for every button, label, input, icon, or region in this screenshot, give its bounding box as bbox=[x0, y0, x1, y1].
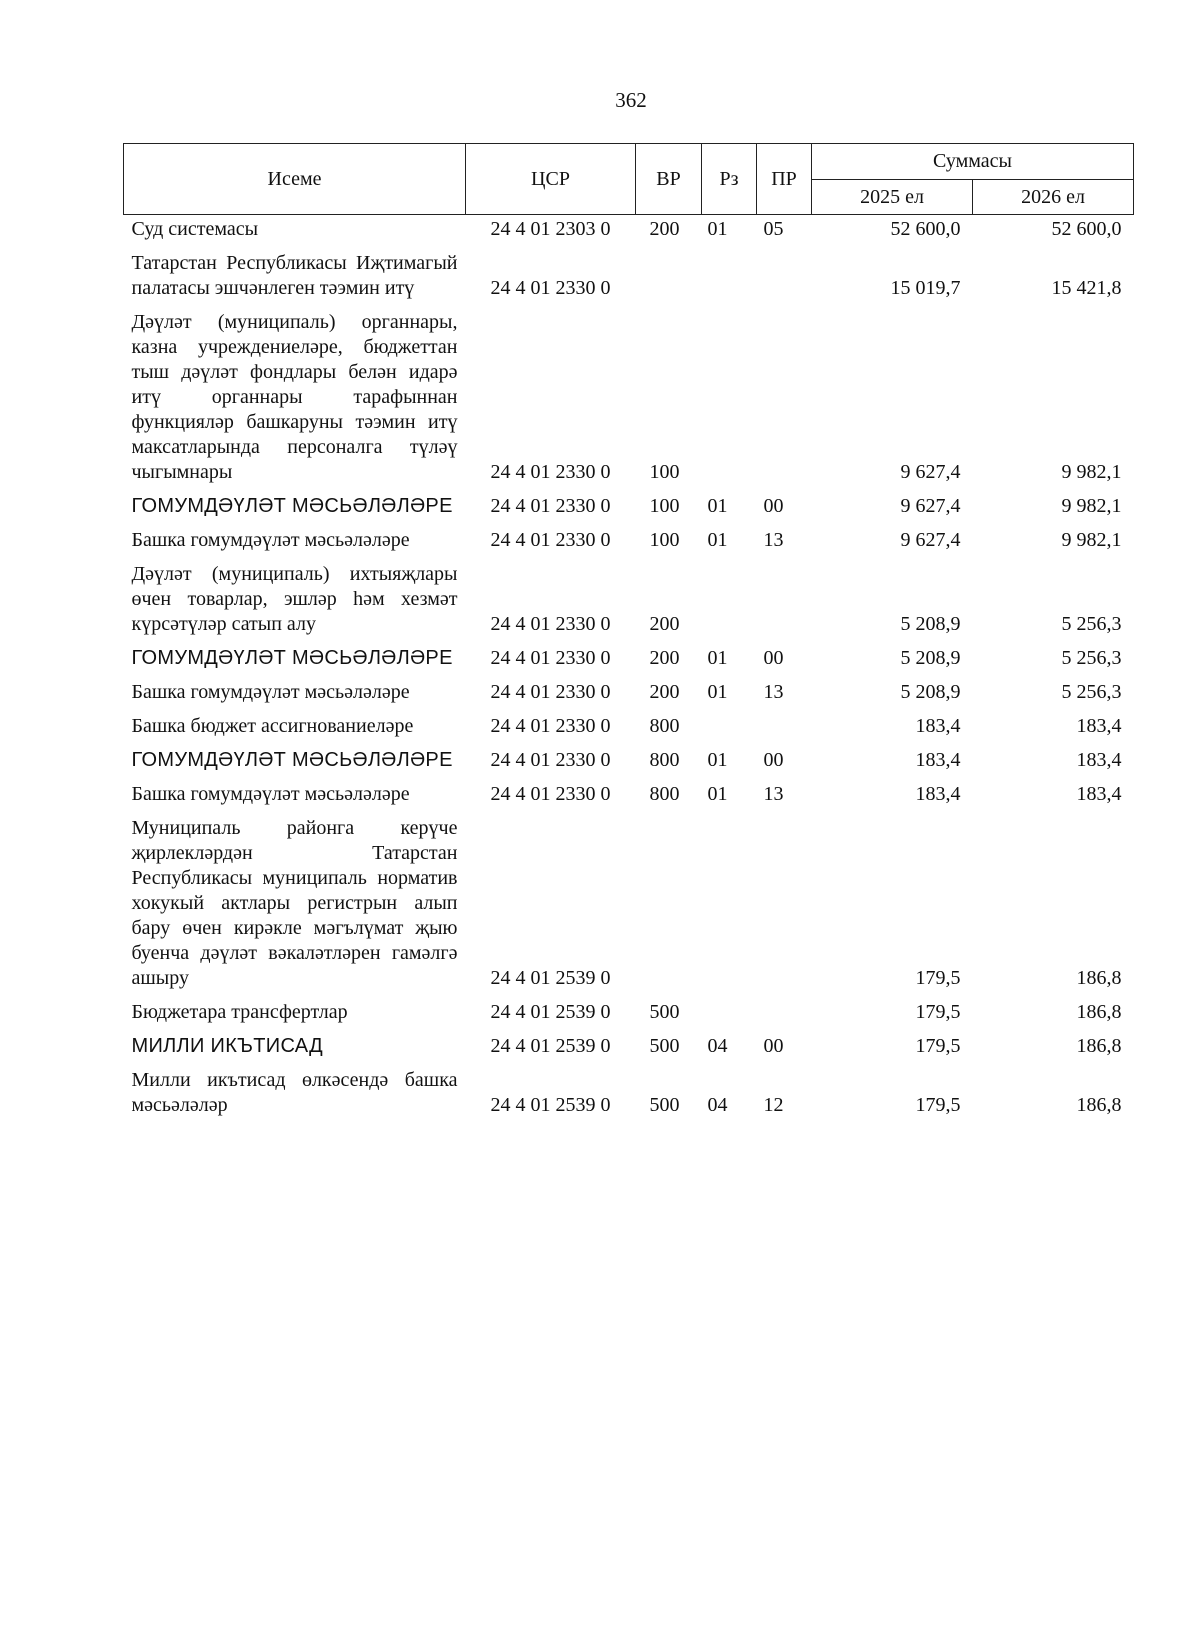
row-csr: 24 4 01 2330 0 bbox=[490, 529, 611, 551]
row-csr: 24 4 01 2330 0 bbox=[490, 461, 611, 483]
row-name: Башка гомумдәүләт мәсьәләләре bbox=[131, 681, 410, 703]
table-row bbox=[124, 705, 1134, 739]
row-vr: 800 bbox=[649, 749, 680, 771]
row-amount-2026: 9 982,1 bbox=[1061, 495, 1122, 517]
row-amount-2025: 5 208,9 bbox=[900, 681, 961, 703]
row-name: ГОМУМДӘҮЛӘТ МӘСЬӘЛӘЛӘРЕ bbox=[131, 647, 453, 669]
row-pr: 00 bbox=[763, 495, 784, 517]
table-row bbox=[124, 739, 1134, 773]
row-name: Дәүләт (муниципаль) органнары, казна учреждениеләре, бюджеттан тыш дәүләт фондлары белән идарә итү органнары тарафыннан функцияләр башкаруны тәэмин итү максатларында персоналга түләү чыгымнары bbox=[131, 311, 458, 483]
row-amount-2026: 186,8 bbox=[1076, 1035, 1122, 1057]
row-csr: 24 4 01 2539 0 bbox=[490, 1094, 611, 1116]
row-vr: 800 bbox=[649, 715, 680, 737]
row-name: Башка гомумдәүләт мәсьәләләре bbox=[131, 529, 410, 551]
header-name: Исеме bbox=[124, 144, 466, 215]
row-pr bbox=[757, 553, 812, 637]
row-name: Суд системасы bbox=[131, 218, 259, 240]
row-pr: 13 bbox=[763, 783, 784, 805]
row-rz bbox=[702, 991, 757, 1025]
row-amount-2025: 9 627,4 bbox=[900, 461, 961, 483]
table-row bbox=[124, 773, 1134, 807]
row-csr: 24 4 01 2303 0 bbox=[490, 218, 611, 240]
row-amount-2025: 179,5 bbox=[915, 1094, 961, 1116]
table-row bbox=[124, 301, 1134, 485]
row-amount-2026: 9 982,1 bbox=[1061, 461, 1122, 483]
row-rz bbox=[702, 301, 757, 485]
row-name: МИЛЛИ ИКЪТИСАД bbox=[131, 1035, 323, 1057]
row-name: ГОМУМДӘҮЛӘТ МӘСЬӘЛӘЛӘРЕ bbox=[131, 749, 453, 771]
row-name: Башка гомумдәүләт мәсьәләләре bbox=[131, 783, 410, 805]
row-vr: 200 bbox=[649, 218, 680, 240]
row-amount-2026: 5 256,3 bbox=[1061, 613, 1122, 635]
row-amount-2026: 5 256,3 bbox=[1061, 681, 1122, 703]
row-amount-2025: 183,4 bbox=[915, 749, 961, 771]
row-csr: 24 4 01 2330 0 bbox=[490, 613, 611, 635]
table-row bbox=[124, 553, 1134, 637]
row-pr: 00 bbox=[763, 749, 784, 771]
row-csr: 24 4 01 2330 0 bbox=[490, 277, 611, 299]
row-vr bbox=[636, 242, 702, 301]
row-vr: 500 bbox=[649, 1035, 680, 1057]
header-year-2025: 2025 ел bbox=[812, 180, 973, 215]
row-csr: 24 4 01 2539 0 bbox=[490, 1001, 611, 1023]
table-row bbox=[124, 215, 1134, 243]
row-vr: 100 bbox=[649, 495, 680, 517]
row-amount-2026: 186,8 bbox=[1076, 1001, 1122, 1023]
header-pr: ПР bbox=[757, 144, 812, 215]
row-rz: 01 bbox=[707, 218, 728, 240]
row-amount-2025: 5 208,9 bbox=[900, 613, 961, 635]
table-row bbox=[124, 1059, 1134, 1118]
row-csr: 24 4 01 2330 0 bbox=[490, 495, 611, 517]
row-amount-2025: 179,5 bbox=[915, 967, 961, 989]
header-year-2026: 2026 ел bbox=[973, 180, 1134, 215]
row-csr: 24 4 01 2330 0 bbox=[490, 647, 611, 669]
row-amount-2026: 186,8 bbox=[1076, 967, 1122, 989]
header-rz: Рз bbox=[702, 144, 757, 215]
row-amount-2026: 15 421,8 bbox=[1051, 277, 1122, 299]
row-pr: 13 bbox=[763, 681, 784, 703]
row-name: Татарстан Республикасы Иҗтимагый палатасы эшчәнлеген тәэмин итү bbox=[131, 252, 458, 299]
row-name: ГОМУМДӘҮЛӘТ МӘСЬӘЛӘЛӘРЕ bbox=[131, 495, 453, 517]
row-rz: 01 bbox=[707, 495, 728, 517]
row-name: Башка бюджет ассигнованиеләре bbox=[131, 715, 414, 737]
table-row bbox=[124, 242, 1134, 301]
row-csr: 24 4 01 2330 0 bbox=[490, 783, 611, 805]
row-rz: 01 bbox=[707, 783, 728, 805]
row-pr bbox=[757, 705, 812, 739]
row-pr bbox=[757, 807, 812, 991]
row-pr bbox=[757, 242, 812, 301]
row-vr bbox=[636, 807, 702, 991]
row-vr: 500 bbox=[649, 1001, 680, 1023]
row-amount-2025: 179,5 bbox=[915, 1001, 961, 1023]
row-amount-2025: 52 600,0 bbox=[890, 218, 961, 240]
table-body bbox=[124, 215, 1134, 1119]
row-name: Милли икътисад өлкәсендә башка мәсьәләләр bbox=[131, 1069, 458, 1116]
row-pr: 13 bbox=[763, 529, 784, 551]
row-name: Муниципаль районга керүче җирлекләрдән Татарстан Республикасы муниципаль норматив хокукый актлары регистрын алып бару өчен кирәкле мәгълүмат җыю буенча дәүләт вәкаләтләрен гамәлгә ашыру bbox=[131, 817, 458, 989]
row-amount-2025: 9 627,4 bbox=[900, 495, 961, 517]
row-rz: 01 bbox=[707, 647, 728, 669]
row-csr: 24 4 01 2330 0 bbox=[490, 749, 611, 771]
row-rz: 04 bbox=[707, 1035, 728, 1057]
table-row bbox=[124, 671, 1134, 705]
header-sums: Суммасы bbox=[812, 144, 1134, 180]
row-name: Бюджетара трансфертлар bbox=[131, 1001, 348, 1023]
row-pr: 00 bbox=[763, 647, 784, 669]
row-amount-2026: 183,4 bbox=[1076, 749, 1122, 771]
row-rz bbox=[702, 242, 757, 301]
row-rz bbox=[702, 807, 757, 991]
row-amount-2025: 183,4 bbox=[915, 715, 961, 737]
row-pr: 12 bbox=[763, 1094, 784, 1116]
row-name: Дәүләт (муниципаль) ихтыяҗлары өчен товарлар, эшләр һәм хезмәт күрсәтүләр сатып алу bbox=[131, 563, 458, 635]
row-rz: 01 bbox=[707, 681, 728, 703]
page-number: 362 bbox=[615, 88, 647, 112]
row-amount-2025: 183,4 bbox=[915, 783, 961, 805]
row-amount-2025: 15 019,7 bbox=[890, 277, 961, 299]
table-row bbox=[124, 485, 1134, 519]
row-amount-2026: 5 256,3 bbox=[1061, 647, 1122, 669]
table-header bbox=[124, 144, 1134, 215]
row-pr: 00 bbox=[763, 1035, 784, 1057]
row-rz bbox=[702, 705, 757, 739]
row-vr: 100 bbox=[649, 461, 680, 483]
row-pr bbox=[757, 301, 812, 485]
table-row bbox=[124, 1025, 1134, 1059]
row-amount-2025: 179,5 bbox=[915, 1035, 961, 1057]
row-vr: 200 bbox=[649, 613, 680, 635]
row-amount-2025: 5 208,9 bbox=[900, 647, 961, 669]
budget-table bbox=[123, 143, 1134, 1118]
row-rz bbox=[702, 553, 757, 637]
table-row bbox=[124, 991, 1134, 1025]
row-amount-2026: 183,4 bbox=[1076, 783, 1122, 805]
row-vr: 100 bbox=[649, 529, 680, 551]
row-amount-2026: 9 982,1 bbox=[1061, 529, 1122, 551]
row-amount-2026: 52 600,0 bbox=[1051, 218, 1122, 240]
table-row bbox=[124, 637, 1134, 671]
row-vr: 500 bbox=[649, 1094, 680, 1116]
row-vr: 200 bbox=[649, 681, 680, 703]
row-pr: 05 bbox=[763, 218, 784, 240]
table-row bbox=[124, 807, 1134, 991]
row-vr: 200 bbox=[649, 647, 680, 669]
row-rz: 04 bbox=[707, 1094, 728, 1116]
row-rz: 01 bbox=[707, 529, 728, 551]
table-row bbox=[124, 519, 1134, 553]
row-csr: 24 4 01 2539 0 bbox=[490, 1035, 611, 1057]
row-csr: 24 4 01 2539 0 bbox=[490, 967, 611, 989]
row-vr: 800 bbox=[649, 783, 680, 805]
row-pr bbox=[757, 991, 812, 1025]
row-amount-2025: 9 627,4 bbox=[900, 529, 961, 551]
row-amount-2026: 186,8 bbox=[1076, 1094, 1122, 1116]
row-amount-2026: 183,4 bbox=[1076, 715, 1122, 737]
header-vr: ВР bbox=[636, 144, 702, 215]
row-csr: 24 4 01 2330 0 bbox=[490, 715, 611, 737]
row-rz: 01 bbox=[707, 749, 728, 771]
row-csr: 24 4 01 2330 0 bbox=[490, 681, 611, 703]
header-csr: ЦСР bbox=[466, 144, 636, 215]
